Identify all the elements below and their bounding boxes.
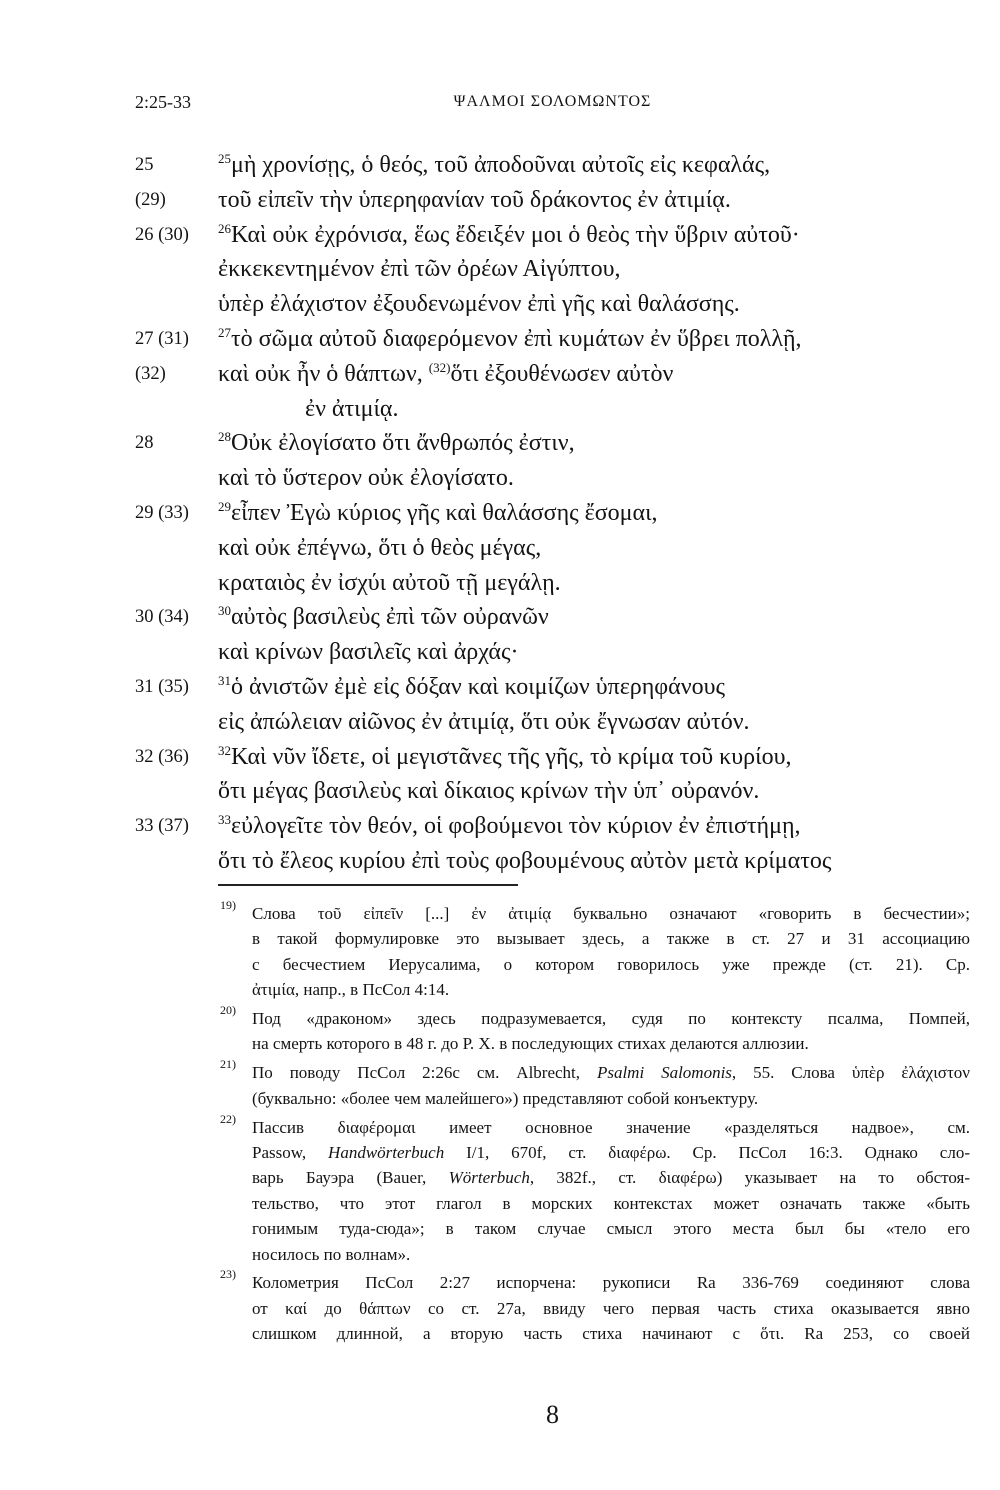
verse-text [218, 670, 725, 705]
verse-line [135, 844, 915, 879]
footnote-text: гонимым туда-сюда»; в таком случае смысл этого места был бы «тело его [252, 1219, 970, 1239]
page-number: 8 [546, 1400, 559, 1429]
footnote-text: I/1, 670f, ст. διαφέρω. Ср. ПсСол 16:3. Однако сло- [444, 1143, 970, 1163]
verse-text-segment: ὁ ἀνιστῶν ἐμὲ εἰς δόξαν καὶ κοιμίζων ὑπερηφάνους [231, 673, 725, 700]
verse-text-segment: εἶπεν Ἐγὼ κύριος γῆς καὶ θαλάσσης ἔσομαι, [231, 499, 658, 526]
footnote-line [252, 1140, 970, 1165]
verse-text [218, 148, 770, 183]
verse-text [218, 774, 759, 809]
footnote-number: 22) [220, 1111, 236, 1126]
verse-superscript: (32) [428, 359, 451, 375]
verse-text-segment: καὶ οὐκ ἦν ὁ θάπτων, [218, 360, 429, 387]
verse-text-segment: ὅτι μέγας βασιλεὺς καὶ δίκαιος κρίνων τὴν ὑπ᾽ οὐρανόν. [218, 778, 760, 805]
footnote-text: носилось по волнам». [252, 1244, 411, 1264]
footnote-line [252, 1115, 970, 1140]
footnote-line [252, 1165, 970, 1190]
footnote-line [252, 1031, 970, 1056]
verse-text [218, 809, 801, 844]
verse-text-segment: ἐκκεκεντημένον ἐπὶ τῶν ὀρέων Αἰγύπτου, [218, 256, 621, 283]
verse-line [135, 496, 915, 531]
footnote-text: с бесчестием Иерусалима, о котором говорилось уже прежде (ст. 21). Ср. [252, 954, 970, 974]
footnote-number: 23) [220, 1267, 236, 1282]
verse-text [218, 635, 518, 670]
verse-text [218, 844, 831, 879]
footnote-line [252, 977, 970, 1002]
footnote-text: Слова τοῦ εἰπεῖν [...] ἐν ἀτιμίᾳ буквально означают «говорить в бесчестии»; [252, 904, 970, 923]
verse-number: 30 (34) [135, 607, 189, 628]
verse-line [135, 183, 915, 218]
footnote-line [252, 1242, 970, 1267]
footnote-text: Под «драконом» здесь подразумевается, судя по контексту псалма, Помпей, [252, 1009, 970, 1029]
verse-text [218, 252, 620, 287]
footnote-text: Колометрия ПсСол 2:27 испорчена: рукописи Ra 336-769 соединяют слова [252, 1273, 970, 1293]
verse-superscript: 27 [218, 324, 231, 340]
verse-text [218, 426, 575, 461]
footnote-line [252, 1270, 970, 1295]
footnote-text: , 55. Слова ὑπὲρ ἐλάχιστον [731, 1063, 970, 1083]
verse-text [218, 600, 549, 635]
verse-text [218, 496, 658, 531]
verse-superscript: 26 [218, 220, 231, 236]
verse-number: (29) [135, 189, 166, 210]
footnote-rule [218, 884, 518, 886]
verse-line [135, 148, 915, 183]
footnote-text: слишком длинной, а вторую часть стиха начинают с ὅτι. Ra 253, со своей [252, 1324, 970, 1344]
verse-number: 26 (30) [135, 224, 189, 245]
footnote [218, 1057, 970, 1111]
verse-line [135, 774, 915, 809]
verse-line [135, 322, 915, 357]
verse-text [218, 357, 673, 392]
verse-line [135, 809, 915, 844]
footnote-line [252, 952, 970, 977]
footnote-text: Пассив διαφέρομαι имеет основное значение «разделяться надвое», см. [252, 1117, 970, 1137]
footnote [218, 1267, 970, 1346]
footnote-line [252, 1191, 970, 1216]
verse-number: 29 (33) [135, 502, 189, 523]
verse-number: 28 [135, 433, 154, 454]
verse-superscript: 30 [218, 603, 231, 619]
verse-superscript: 31 [218, 672, 231, 688]
footnote-line [252, 1060, 970, 1085]
footnote-line [252, 1321, 970, 1346]
verse-line [135, 531, 915, 566]
footnote-number: 21) [220, 1057, 236, 1072]
verse-text [218, 566, 561, 601]
verse-text-segment: μὴ χρονίσῃς, ὁ θεός, τοῦ ἀποδοῦναι αὐτοῖς εἰς κεφαλάς, [231, 152, 771, 178]
verse-line [135, 357, 915, 392]
verse-number: (32) [135, 363, 166, 384]
verse-line [135, 705, 915, 740]
verse-line [135, 740, 915, 775]
verse-line [135, 392, 915, 427]
footnote [218, 898, 970, 1003]
verse-number: 25 [135, 155, 154, 175]
footnote-line [252, 1296, 970, 1321]
greek-text [135, 148, 915, 879]
verse-text-segment: ἐν ἀτιμίᾳ. [305, 395, 399, 422]
footnote-text: варь Бауэра (Bauer, [252, 1168, 449, 1188]
verse-superscript: 28 [218, 429, 231, 445]
verse-text [218, 218, 800, 253]
verse-text-segment: τοῦ εἰπεῖν τὴν ὑπερηφανίαν τοῦ δράκοντος ἐν ἀτιμίᾳ. [218, 186, 731, 213]
verse-text [218, 531, 541, 566]
footnote-line [252, 1086, 970, 1111]
verse-text-segment: κραταιὸς ἐν ἰσχύι αὐτοῦ τῇ μεγάλῃ. [218, 569, 561, 596]
verse-text-segment: καὶ τὸ ὕστερον οὐκ ἐλογίσατο. [218, 465, 514, 492]
footnote-text: в такой формулировке это вызывает здесь, а также в ст. 27 и 31 ассоциацию [252, 929, 970, 949]
verse-text-segment: ὅτι τὸ ἔλεος κυρίου ἐπὶ τοὺς φοβουμένους αὐτὸν μετὰ κρίματος [218, 847, 832, 874]
verse-text [218, 287, 740, 322]
verse-line [135, 670, 915, 705]
verse-line [135, 218, 915, 253]
verse-text-segment: Οὐκ ἐλογίσατο ὅτι ἄνθρωπός ἐστιν, [231, 430, 575, 457]
footnote-text: (буквально: «более чем малейшего») представляют собой конъектуру. [252, 1088, 759, 1108]
verse-line [135, 461, 915, 496]
verse-line [135, 252, 915, 287]
verse-line [135, 287, 915, 322]
footnote-number: 19) [220, 898, 236, 912]
footnote-text: от καί до θάπτων со ст. 27a, ввиду чего первая часть стиха оказывается явно [252, 1298, 970, 1318]
verse-number: 32 (36) [135, 746, 189, 767]
verse-text-segment: εἰς ἀπώλειαν αἰῶνος ἐν ἀτιμίᾳ, ὅτι οὐκ ἔγνωσαν αὐτόν. [218, 708, 750, 735]
footnote-line [252, 1006, 970, 1031]
verse-superscript: 29 [218, 498, 231, 514]
verse-line [135, 635, 915, 670]
verse-text-segment: αὐτὸς βασιλεὺς ἐπὶ τῶν οὐρανῶν [231, 604, 549, 631]
verse-text-segment: τὸ σῶμα αὐτοῦ διαφερόμενον ἐπὶ κυμάτων ἐν ὕβρει πολλῇ, [231, 325, 802, 352]
verse-text-segment: καὶ οὐκ ἐπέγνω, ὅτι ὁ θεὸς μέγας, [218, 534, 542, 561]
verse-text-segment: Καὶ νῦν ἴδετε, οἱ μεγιστᾶνες τῆς γῆς, τὸ κρίμα τοῦ κυρίου, [231, 743, 792, 770]
verse-superscript: 25 [218, 151, 231, 166]
running-title: ΨΑΛΜΟΙ ΣΟΛΟΜΩΝΤΟΣ [453, 93, 652, 110]
footnote [218, 1111, 970, 1267]
verse-text [218, 183, 731, 218]
verse-text-segment: εὐλογεῖτε τὸν θεόν, οἱ φοβούμενοι τὸν κύριον ἐν ἐπιστήμῃ, [231, 813, 801, 840]
footnotes [218, 898, 970, 1350]
verse-number: 31 (35) [135, 676, 189, 697]
footnote-text: , 382f., ст. διαφέρω) указывает на то обстоя- [529, 1168, 970, 1188]
italic-title: Wörterbuch [448, 1168, 530, 1188]
footnote-text: Passow, [252, 1143, 329, 1163]
footnote-text: ἀτιμία, напр., в ПсСол 4:14. [252, 980, 450, 1000]
footnote-line [252, 926, 970, 951]
verse-text [218, 740, 791, 775]
footnote [218, 1003, 970, 1057]
verse-text [218, 322, 802, 357]
verse-superscript: 32 [218, 742, 231, 758]
italic-title: Psalmi Salomonis [596, 1063, 732, 1083]
verse-text-segment: καὶ κρίνων βασιλεῖς καὶ ἀρχάς· [218, 639, 519, 666]
footnote-line [252, 901, 970, 926]
verse-line [135, 566, 915, 601]
verse-superscript: 33 [218, 812, 231, 828]
verse-text [305, 392, 399, 427]
verse-number: 27 (31) [135, 328, 189, 349]
verse-line [135, 426, 915, 461]
running-reference: 2:25-33 [135, 92, 191, 112]
italic-title: Handwörterbuch [328, 1143, 445, 1163]
verse-text [218, 705, 750, 740]
verse-number: 33 (37) [135, 816, 189, 837]
footnote-text: на смерть которого в 48 г. до Р. Х. в последующих стихах делаются аллюзии. [252, 1034, 809, 1054]
footnote-text: По поводу ПсСол 2:26c см. Albrecht, [252, 1063, 597, 1083]
footnote-line [252, 1216, 970, 1241]
verse-text-segment: ὑπὲρ ἐλάχιστον ἐξουδενωμένον ἐπὶ γῆς καὶ θαλάσσης. [218, 291, 740, 318]
verse-text [218, 461, 514, 496]
verse-text-segment: ὅτι ἐξουθένωσεν αὐτὸν [450, 360, 674, 387]
footnote-number: 20) [220, 1003, 236, 1018]
verse-line [135, 600, 915, 635]
verse-text-segment: Καὶ οὐκ ἐχρόνισα, ἕως ἔδειξέν μοι ὁ θεὸς τὴν ὕβριν αὐτοῦ· [231, 221, 800, 248]
footnote-text: тельство, что этот глагол в морских контекстах может означать также «быть [252, 1193, 970, 1213]
